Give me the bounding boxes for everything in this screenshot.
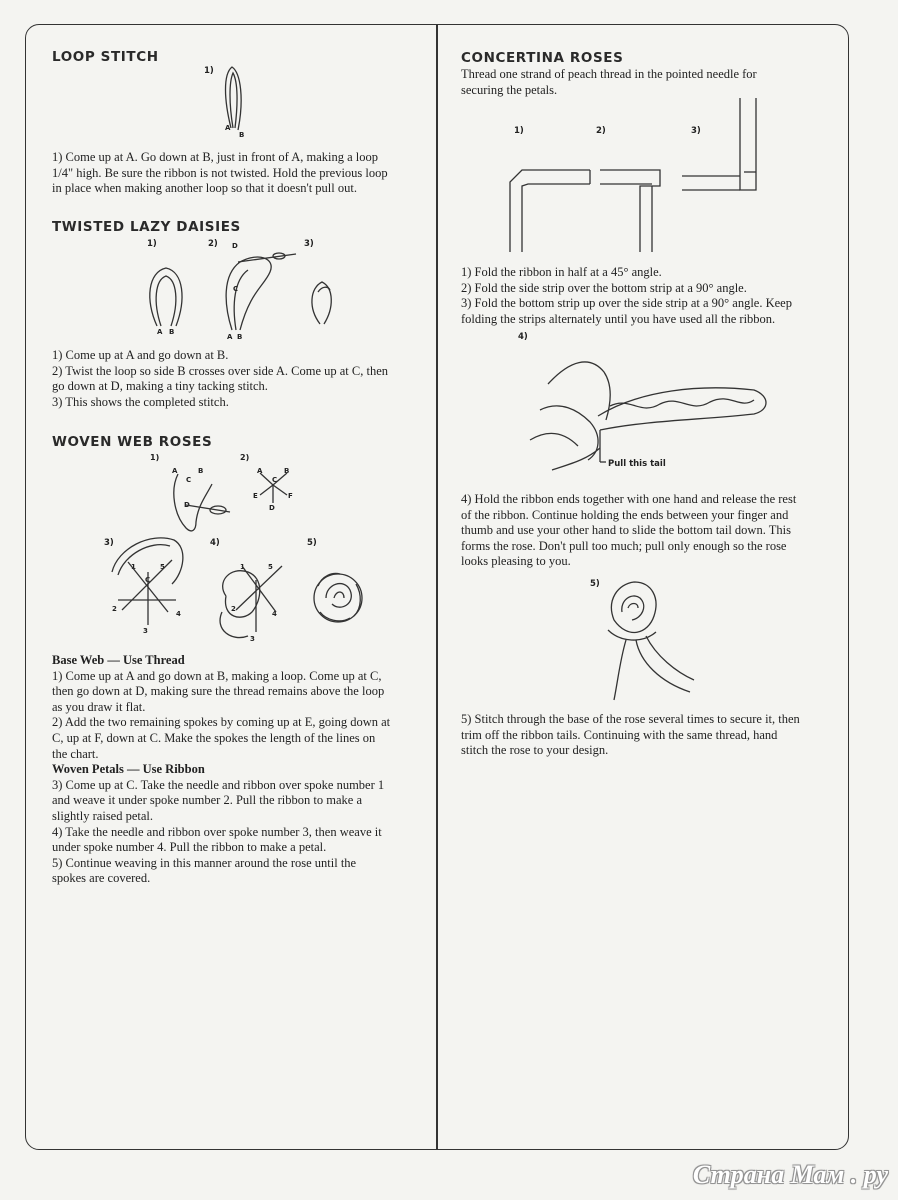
daisy-fig-label-d: D <box>232 242 238 250</box>
text-line: 3) This shows the completed stitch. <box>52 394 229 409</box>
web4-label-4: 4 <box>272 610 277 618</box>
text-line: 5) Stitch through the base of the rose several times to secure it, then <box>461 712 800 726</box>
base-web-subheading: Base Web — Use Thread <box>52 653 185 667</box>
web3-label-4: 4 <box>176 610 181 618</box>
text-line: C, up at F, down at C. Make the spokes the length of the lines on <box>52 730 376 745</box>
concertina-fig-5-label: 5) <box>590 579 600 589</box>
web3-label-3: 3 <box>143 627 148 635</box>
text-line: 3) Come up at C. Take the needle and ribbon over spoke number 1 <box>52 777 385 792</box>
web1-label-a: A <box>172 467 178 475</box>
text-line: 1) Fold the ribbon in half at a 45° angle. <box>461 265 662 279</box>
text-line: trim off the ribbon tails. Continuing with the same thread, hand <box>461 727 778 742</box>
web1-label-c: C <box>186 476 192 484</box>
daisy-fig-1-label: 1) <box>147 239 157 249</box>
web3-label-1: 1 <box>131 563 136 571</box>
text-line: looks pleasing to you. <box>461 554 571 569</box>
text-line: 2) Add the two remaining spokes by coming up at E, going down at <box>52 715 391 730</box>
woven-petals-subheading: Woven Petals — Use Ribbon <box>52 762 205 777</box>
web3-label-c: C <box>145 576 151 584</box>
web1-label-b: B <box>198 467 204 475</box>
loop-stitch-heading: LOOP STITCH <box>52 49 159 65</box>
text-line: 1/4" high. Be sure the ribbon is not twisted. Hold the previous loop <box>52 165 388 180</box>
text-line: 1) Come up at A and go down at B, making a loop. Come up at C, <box>52 668 382 683</box>
text-line: 4) Hold the ribbon ends together with one hand and release the rest <box>461 492 797 506</box>
web-fig-4-label: 4) <box>210 538 220 548</box>
web4-label-3: 3 <box>250 635 255 643</box>
concertina-roses-heading: CONCERTINA ROSES <box>461 50 624 66</box>
text-line: slightly raised petal. <box>52 808 154 823</box>
web3-label-5: 5 <box>160 563 165 571</box>
web2-label-e: E <box>253 492 258 500</box>
daisy-fig-label-b1: B <box>169 328 175 336</box>
web-fig-1-label: 1) <box>150 453 160 462</box>
web4-label-1: 1 <box>240 563 245 571</box>
text-line: then go down at D, making sure the thread remains above the loop <box>52 684 385 699</box>
text-line: 1) Come up at A and go down at B. <box>52 348 229 362</box>
text-line: 3) Fold the bottom strip up over the side strip at a 90° angle. Keep <box>461 296 792 311</box>
text-line: forms the rose. Don't pull too much; pull only enough so the rose <box>461 538 787 553</box>
concertina-fig-3-label: 3) <box>691 126 701 136</box>
pull-this-tail-label: Pull this tail <box>608 459 666 469</box>
text-line: 2) Fold the side strip over the bottom strip at a 90° angle. <box>461 280 747 295</box>
text-line: and weave it under spoke number 2. Pull the ribbon to make a <box>52 793 362 808</box>
text-line: go down at D, making a tiny tacking stitch. <box>52 379 268 394</box>
text-line: the chart. <box>52 746 99 761</box>
web4-label-2: 2 <box>231 605 236 613</box>
text-line: 4) Take the needle and ribbon over spoke number 3, then weave it <box>52 824 382 839</box>
site-watermark: Страна Мам . ру <box>692 1160 888 1189</box>
daisy-fig-label-a2: A <box>227 333 233 341</box>
web2-label-b: B <box>284 467 290 475</box>
text-line: securing the petals. <box>461 82 558 97</box>
web2-label-f: F <box>288 492 293 500</box>
twisted-lazy-daisies-heading: TWISTED LAZY DAISIES <box>52 219 241 235</box>
text-line: as you draw it flat. <box>52 699 146 714</box>
text-line: 2) Twist the loop so side B crosses over side A. Come up at C, then <box>52 363 389 378</box>
daisy-fig-label-c: C <box>233 285 239 293</box>
loop-fig-1-label: 1) <box>204 66 214 76</box>
daisy-fig-label-a1: A <box>157 328 163 336</box>
text-line: 5) Continue weaving in this manner around the rose until the <box>52 855 357 870</box>
daisy-fig-3-label: 3) <box>304 239 314 249</box>
concertina-fig-2-label: 2) <box>596 126 606 136</box>
text-line: of the ribbon. Continue holding the ends between your finger and <box>461 507 789 522</box>
text-line: thumb and use your other hand to slide the bottom tail down. This <box>461 523 791 538</box>
concertina-fig-1-label: 1) <box>514 126 524 136</box>
web-fig-3-label: 3) <box>104 538 114 548</box>
web4-label-5: 5 <box>268 563 273 571</box>
loop-fig-label-a: A <box>225 124 231 132</box>
web2-label-c: C <box>272 476 278 484</box>
woven-web-roses-heading: WOVEN WEB ROSES <box>52 434 213 450</box>
web3-label-2: 2 <box>112 605 117 613</box>
web-fig-2-label: 2) <box>240 453 250 462</box>
web1-label-d: D <box>184 501 190 509</box>
daisy-fig-2-label: 2) <box>208 239 218 249</box>
daisy-fig-label-b2: B <box>237 333 243 341</box>
loop-fig-label-b: B <box>239 131 245 139</box>
web-fig-5-label: 5) <box>307 538 317 548</box>
text-line: folding the strips alternately until you have used all the ribbon. <box>461 311 776 326</box>
web2-label-a: A <box>257 467 263 475</box>
concertina-step-5-text <box>461 712 800 759</box>
text-line: Thread one strand of peach thread in the pointed needle for <box>461 67 757 81</box>
text-line: under spoke number 4. Pull the ribbon to make a petal. <box>52 840 327 855</box>
text-line: spokes are covered. <box>52 871 151 886</box>
text-line: 1) Come up at A. Go down at B, just in front of A, making a loop <box>52 150 379 164</box>
web2-label-d: D <box>269 504 275 512</box>
text-line: in place when making another loop so that it doesn't pull out. <box>52 181 357 196</box>
concertina-fig-4-label: 4) <box>518 332 528 342</box>
text-line: stitch the rose to your design. <box>461 743 609 758</box>
